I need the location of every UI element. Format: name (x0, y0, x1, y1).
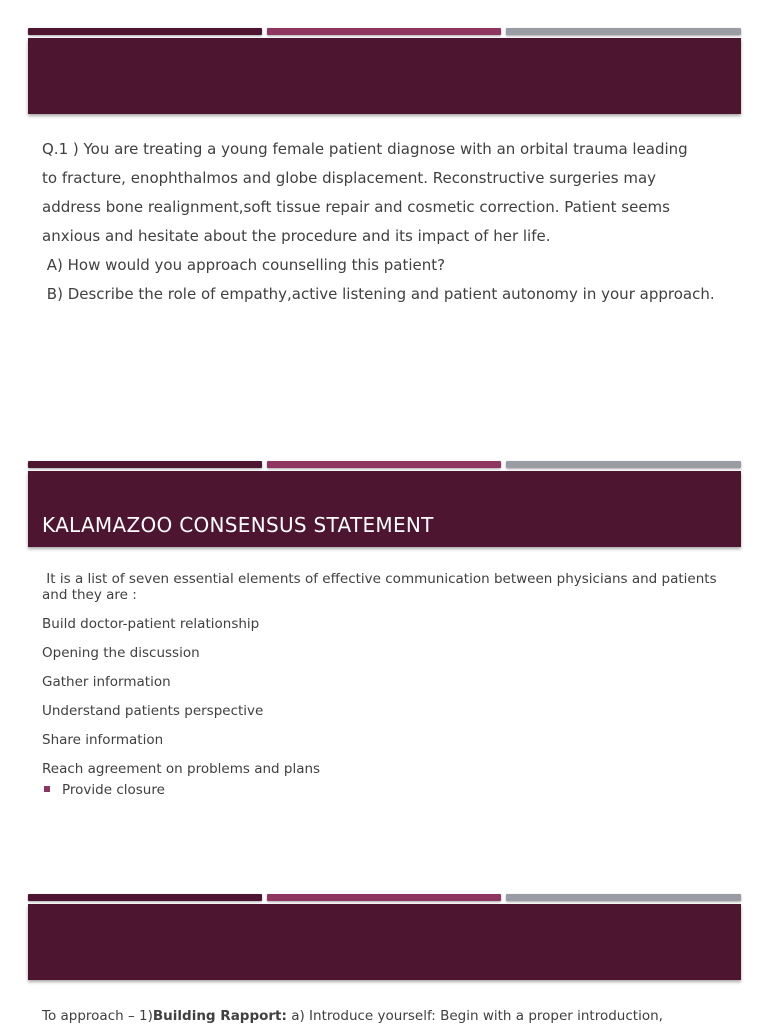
bullet-item-label: Provide closure (62, 782, 165, 798)
list-item: Reach agreement on problems and plans (42, 761, 321, 777)
header-bar-gray (506, 28, 741, 35)
question-line: address bone realignment,soft tissue repair and cosmetic correction. Patient seems (42, 198, 670, 216)
slide-header-bars (28, 28, 741, 36)
slide-title: KALAMAZOO CONSENSUS STATEMENT (42, 513, 434, 537)
square-bullet-icon (44, 786, 50, 792)
title-band (28, 904, 741, 980)
question-line: anxious and hesitate about the procedure and its impact of her life. (42, 227, 551, 245)
approach-lead: To approach – 1) (42, 1008, 153, 1024)
slide-body (42, 140, 722, 314)
header-bar-gray (506, 461, 741, 468)
approach-heading: Building Rapport: (152, 1008, 287, 1024)
approach-text: a) Introduce yourself: Begin with a proper introduction, (286, 1008, 663, 1024)
header-bar-accent (267, 28, 501, 35)
header-bar-gray (506, 894, 741, 901)
header-bar-accent (267, 461, 501, 468)
intro-text: It is a list of seven essential elements of effective communication between physicians and patients and they are : (42, 571, 726, 603)
title-band (28, 471, 741, 547)
list-item: Understand patients perspective (42, 703, 264, 719)
list-item: Build doctor-patient relationship (42, 616, 260, 632)
header-bar-dark (28, 461, 262, 468)
slide-body (42, 571, 726, 798)
question-part-b: B) Describe the role of empathy,active listening and patient autonomy in your approach. (42, 285, 715, 303)
slide-header-bars (28, 894, 741, 902)
header-bar-accent (267, 894, 501, 901)
slide-body (42, 1008, 742, 1024)
question-part-a: A) How would you approach counselling this patient? (42, 256, 446, 274)
slide-header-bars (28, 461, 741, 469)
list-item: Share information (42, 732, 164, 748)
header-bar-dark (28, 894, 262, 901)
title-band (28, 38, 741, 114)
question-line: to fracture, enophthalmos and globe displacement. Reconstructive surgeries may (42, 169, 657, 187)
list-item: Gather information (42, 674, 171, 690)
question-line: Q.1 ) You are treating a young female patient diagnose with an orbital trauma leading (42, 140, 688, 158)
header-bar-dark (28, 28, 262, 35)
bullet-list-item (42, 782, 722, 798)
list-item: Opening the discussion (42, 645, 200, 661)
